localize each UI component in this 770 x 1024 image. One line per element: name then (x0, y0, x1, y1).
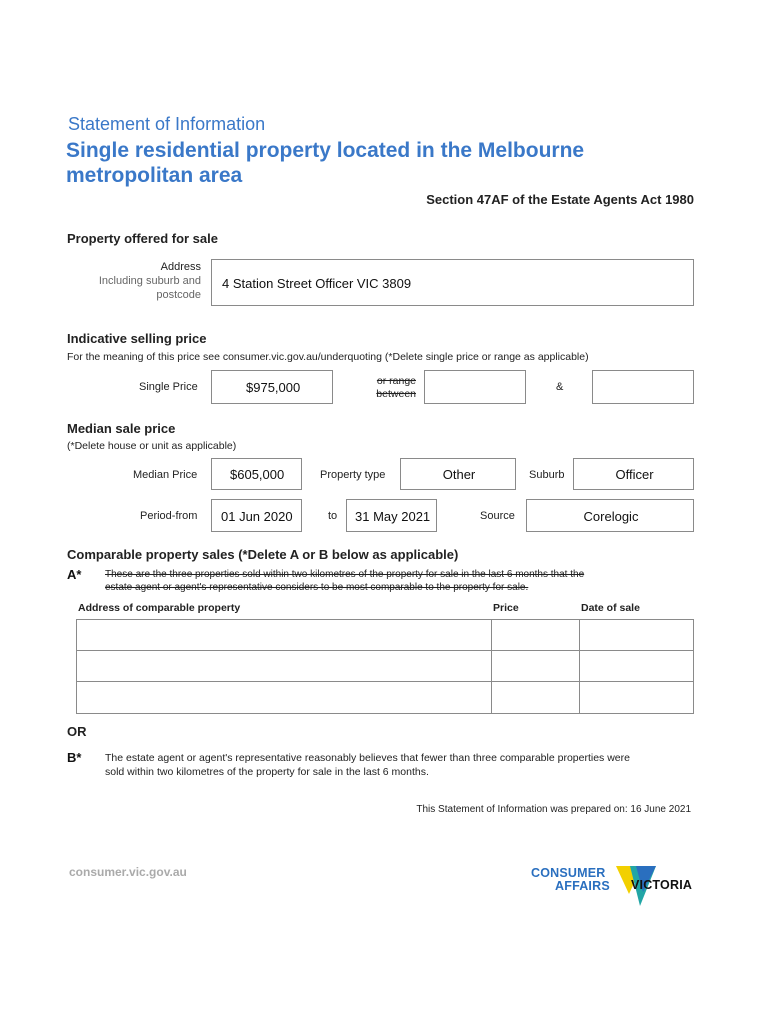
table-cell-price[interactable] (491, 681, 580, 714)
website-link[interactable]: consumer.vic.gov.au (69, 865, 187, 879)
median-price-label: Median Price (133, 469, 198, 481)
option-b-text-line-2: sold within two kilometres of the property for sale in the last 6 months. (105, 766, 429, 778)
property-type-field[interactable] (400, 458, 516, 490)
range-label (360, 375, 416, 401)
table-cell-address[interactable] (76, 681, 492, 714)
range-low-field[interactable] (424, 370, 526, 404)
logo-text-victoria: VICTORIA (631, 878, 693, 892)
range-label-line-1: or range (376, 375, 416, 387)
table-cell-address[interactable] (76, 619, 492, 651)
indicative-note: For the meaning of this price see consumer.vic.gov.au/underquoting (*Delete single price or range as applicable) (67, 351, 589, 363)
source-value: Corelogic (583, 509, 639, 524)
address-label-line-2: Including suburb and (98, 275, 201, 287)
address-label (80, 260, 201, 302)
suburb-field[interactable] (573, 458, 694, 490)
property-heading: Property offered for sale (67, 231, 218, 246)
period-from-value: 01 Jun 2020 (221, 509, 293, 524)
property-type-label: Property type (320, 469, 386, 481)
option-a-text-line-1: These are the three properties sold within two kilometres of the property for sale in the last 6 months that the (105, 569, 585, 580)
table-cell-date[interactable] (579, 619, 694, 651)
source-field[interactable] (526, 499, 694, 532)
option-a-text-line-2: estate agent or agent's representative considers to be most comparable to the property for sale. (105, 582, 529, 593)
or-label: OR (67, 724, 87, 739)
period-to-field[interactable] (346, 499, 437, 532)
median-price-value: $605,000 (230, 467, 285, 482)
period-to-value: 31 May 2021 (355, 509, 431, 524)
option-b-marker: B* (67, 750, 82, 765)
suburb-value: Officer (615, 467, 654, 482)
table-cell-date[interactable] (579, 681, 694, 714)
table-cell-price[interactable] (491, 619, 580, 651)
single-price-value: $975,000 (246, 380, 301, 395)
prepared-date: This Statement of Information was prepared on: 16 June 2021 (416, 804, 691, 815)
median-note: (*Delete house or unit as applicable) (67, 440, 237, 452)
range-high-field[interactable] (592, 370, 694, 404)
table-cell-price[interactable] (491, 650, 580, 682)
column-header-price: Price (493, 602, 519, 614)
column-header-address: Address of comparable property (78, 602, 241, 614)
option-a-marker: A* (67, 567, 82, 582)
property-type-value: Other (442, 467, 476, 482)
table-cell-address[interactable] (76, 650, 492, 682)
logo-text-consumer: CONSUMER (531, 866, 606, 880)
comparable-table (76, 619, 694, 714)
consumer-affairs-victoria-logo (531, 864, 697, 910)
address-value: 4 Station Street Officer VIC 3809 (222, 276, 412, 291)
option-a-text (105, 568, 584, 594)
address-field[interactable] (211, 259, 694, 306)
option-b-text-line-1: The estate agent or agent's representative reasonably believes that fewer than three comparable properties were (105, 752, 630, 764)
table-cell-date[interactable] (579, 650, 694, 682)
act-reference: Section 47AF of the Estate Agents Act 1980 (426, 192, 694, 207)
address-label-line-3: postcode (156, 289, 201, 301)
to-label: to (328, 510, 338, 522)
single-price-label: Single Price (139, 381, 198, 393)
address-label-line-1: Address (160, 261, 201, 273)
document-title-line-1: Single residential property located in the Melbourne (66, 139, 585, 162)
single-price-field[interactable] (211, 370, 333, 404)
suburb-label: Suburb (529, 469, 565, 481)
document-subtitle: Statement of Information (68, 114, 266, 134)
indicative-heading: Indicative selling price (67, 331, 207, 346)
and-label: & (556, 381, 564, 393)
option-b-text (105, 751, 630, 779)
source-label: Source (480, 510, 515, 522)
logo-text-affairs: AFFAIRS (555, 879, 610, 893)
document-title-line-2: metropolitan area (66, 164, 243, 187)
comparable-heading: Comparable property sales (*Delete A or B below as applicable) (67, 547, 459, 562)
median-price-field[interactable] (211, 458, 302, 490)
period-from-label: Period-from (140, 510, 198, 522)
period-from-field[interactable] (211, 499, 302, 532)
median-heading: Median sale price (67, 421, 176, 436)
range-label-line-2: between (376, 388, 416, 400)
column-header-date: Date of sale (581, 602, 640, 614)
